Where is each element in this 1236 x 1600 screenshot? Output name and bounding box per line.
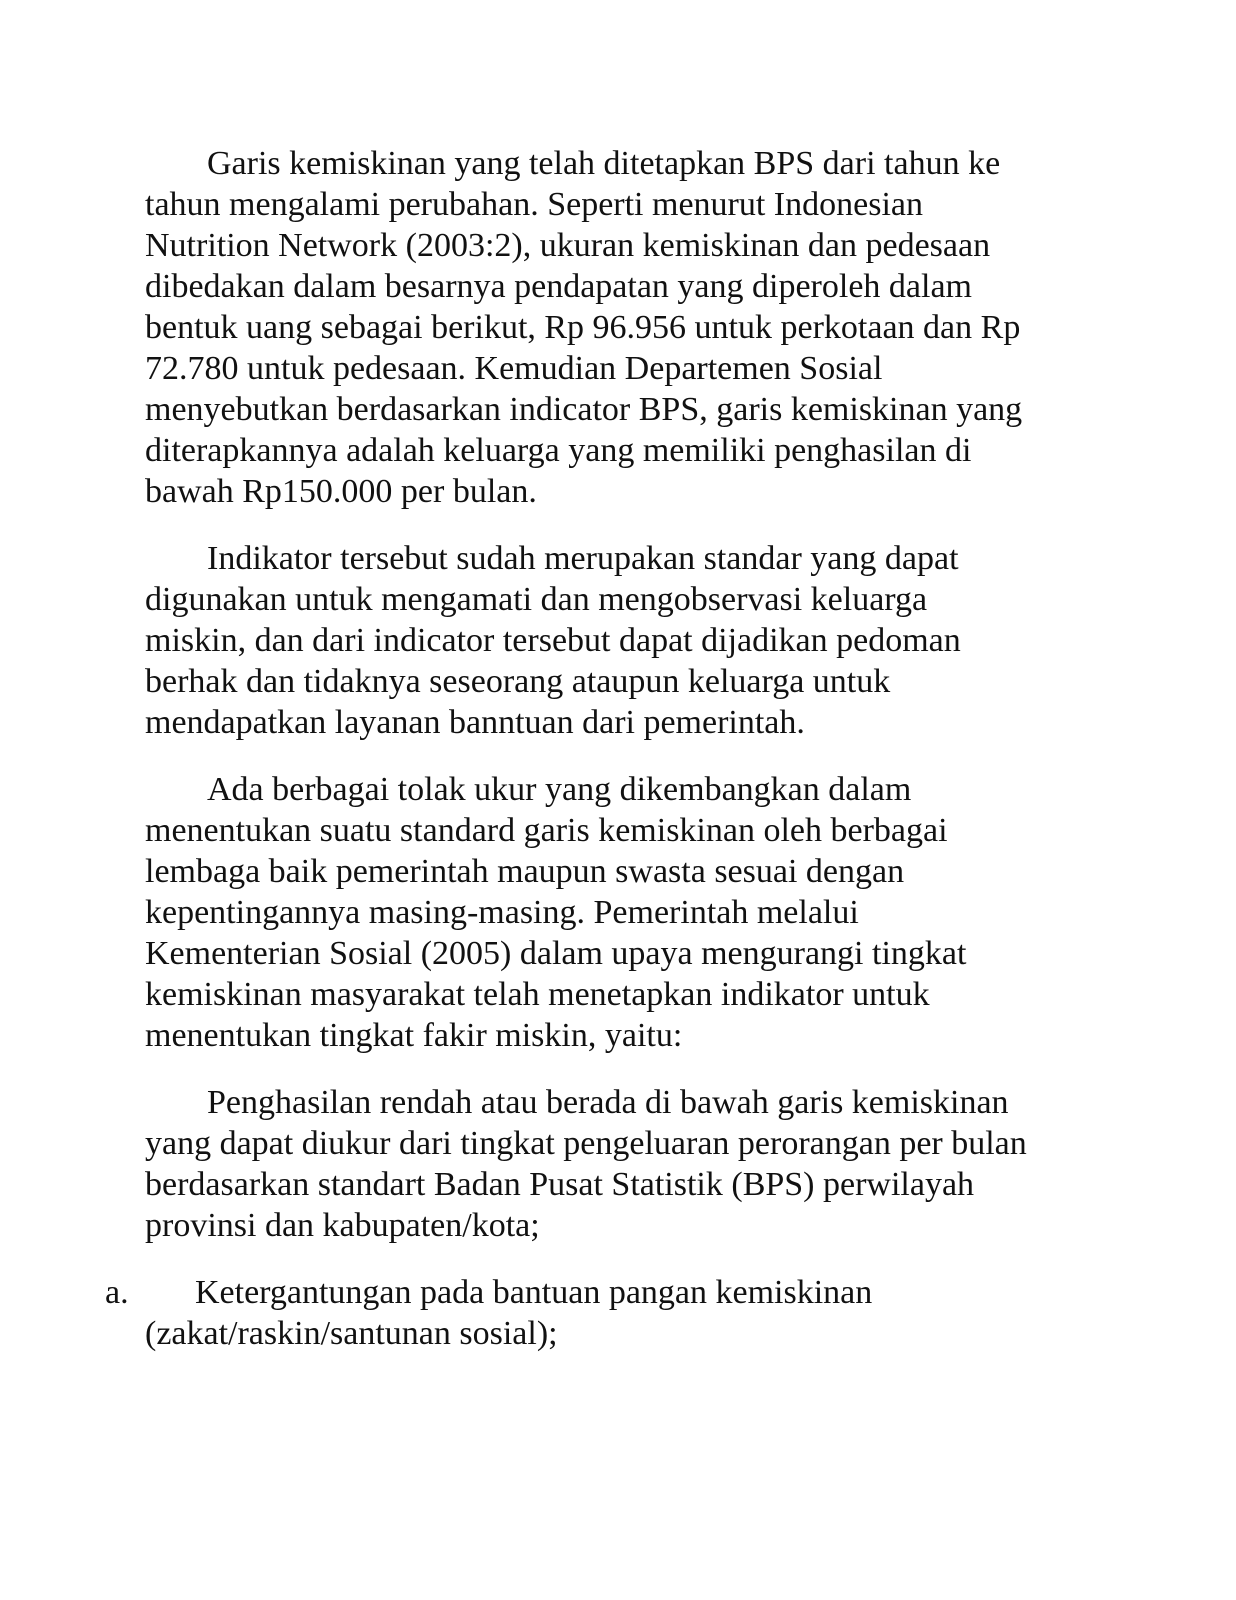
text-line: menyebutkan berdasarkan indicator BPS, garis kemiskinan yang [145, 391, 1023, 428]
text-line: Nutrition Network (2003:2), ukuran kemiskinan dan pedesaan [145, 227, 991, 264]
list-item [105, 1272, 1075, 1354]
text-line: berdasarkan standart Badan Pusat Statistik (BPS) perwilayah [145, 1166, 975, 1203]
text-line: (zakat/raskin/santunan sosial); [145, 1315, 558, 1352]
text-line: tahun mengalami perubahan. Seperti menurut Indonesian [145, 186, 923, 223]
text-line: 72.780 untuk pedesaan. Kemudian Departemen Sosial [145, 350, 883, 387]
paragraph-indicator-standard [145, 538, 1075, 743]
text-line: miskin, dan dari indicator tersebut dapat dijadikan pedoman [145, 622, 961, 659]
text-line: provinsi dan kabupaten/kota; [145, 1207, 540, 1244]
paragraph-poverty-line [145, 143, 1075, 512]
text-line: dibedakan dalam besarnya pendapatan yang diperoleh dalam [145, 268, 972, 305]
paragraph-low-income [145, 1082, 1075, 1246]
text-line: diterapkannya adalah keluarga yang memiliki penghasilan di [145, 432, 972, 469]
text-line: kemiskinan masyarakat telah menetapkan indikator untuk [145, 976, 930, 1013]
text-line: kepentingannya masing-masing. Pemerintah melalui [145, 894, 859, 931]
text-line: yang dapat diukur dari tingkat pengeluaran perorangan per bulan [145, 1125, 1027, 1162]
text-line: mendapatkan layanan banntuan dari pemerintah. [145, 704, 805, 741]
document-body [105, 143, 1075, 1354]
text-line: Penghasilan rendah atau berada di bawah garis kemiskinan [207, 1084, 1009, 1121]
text-line: bentuk uang sebagai berikut, Rp 96.956 untuk perkotaan dan Rp [145, 309, 1021, 346]
text-line: menentukan tingkat fakir miskin, yaitu: [145, 1017, 683, 1054]
text-line: Ketergantungan pada bantuan pangan kemiskinan [195, 1274, 873, 1311]
list-marker: a. [105, 1274, 129, 1311]
text-line: Garis kemiskinan yang telah ditetapkan BPS dari tahun ke [207, 145, 1001, 182]
text-line: Kementerian Sosial (2005) dalam upaya mengurangi tingkat [145, 935, 967, 972]
text-line: digunakan untuk mengamati dan mengobservasi keluarga [145, 581, 928, 618]
paragraph-measurement-tools [145, 769, 1075, 1056]
text-line: menentukan suatu standard garis kemiskinan oleh berbagai [145, 812, 948, 849]
text-line: Indikator tersebut sudah merupakan standar yang dapat [207, 540, 959, 577]
text-line: lembaga baik pemerintah maupun swasta sesuai dengan [145, 853, 905, 890]
text-line: berhak dan tidaknya seseorang ataupun keluarga untuk [145, 663, 891, 700]
text-line: bawah Rp150.000 per bulan. [145, 473, 537, 510]
text-line: Ada berbagai tolak ukur yang dikembangkan dalam [207, 771, 912, 808]
